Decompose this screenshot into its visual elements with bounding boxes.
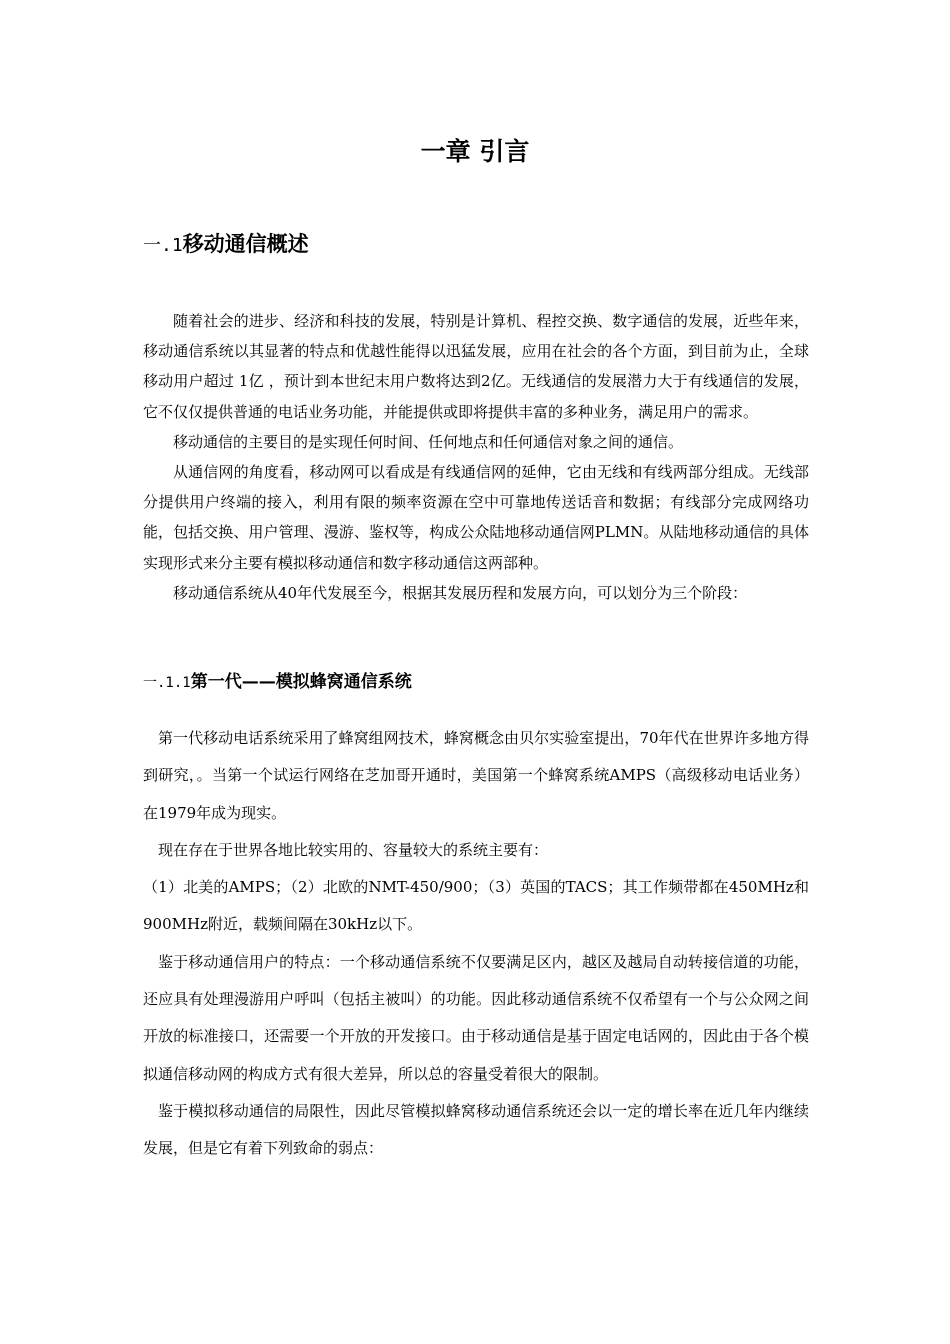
subsection-paragraph-1: 第一代移动电话系统采用了蜂窝组网技术，蜂窝概念由贝尔实验室提出，70年代在世界许多地方得到研究，。当第一个试运行网络在芝加哥开通时，美国第一个蜂窝系统AMPS（高级移动电话业务）在1979年成为现实。 — [143, 729, 809, 822]
section-body — [143, 306, 809, 608]
subsection-paragraph-5: 鉴于模拟移动通信的局限性，因此尽管模拟蜂窝移动通信系统还会以一定的增长率在近几年内继续发展，但是它有着下列致命的弱点： — [143, 1101, 809, 1158]
subsection-paragraph-2: 现在存在于世界各地比较实用的、容量较大的系统主要有： — [158, 840, 549, 859]
subsection-body — [143, 720, 809, 1168]
subsection-heading — [143, 668, 412, 697]
subsection-title: 第一代——模拟蜂窝通信系统 — [190, 672, 412, 692]
subsection-paragraph-3: （1）北美的AMPS；（2）北欧的NMT-450/900；（3）英国的TACS；其工作频带都在450MHz和900MHz附近，载频间隔在30kHz以下。 — [143, 878, 809, 934]
section-heading — [143, 227, 309, 263]
subsection-number: 一.1.1 — [143, 675, 191, 691]
section-paragraph-4: 移动通信系统从40年代发展至今，根据其发展历程和发展方向，可以划分为三个阶段： — [173, 583, 748, 602]
section-paragraph-2: 移动通信的主要目的是实现任何时间、任何地点和任何通信对象之间的通信。 — [173, 432, 684, 451]
section-paragraph-1: 随着社会的进步、经济和科技的发展，特别是计算机、程控交换、数字通信的发展，近些年来，移动通信系统以其显著的特点和优越性能得以迅猛发展，应用在社会的各个方面，到目前为止，全球移动用户超过 1亿 ，预计到本世纪末用户数将达到2亿。无线通信的发展潜力大于有线通信的发展，它不仅仅提供普通的电话业务功能，并能提供或即将提供丰富的多种业务，满足用户的需求。 — [143, 312, 809, 421]
section-paragraph-3: 从通信网的角度看，移动网可以看成是有线通信网的延伸，它由无线和有线两部分组成。无线部分提供用户终端的接入，利用有限的频率资源在空中可靠地传送话音和数据；有线部分完成网络功能，包括交换、用户管理、漫游、鉴权等，构成公众陆地移动通信网PLMN。从陆地移动通信的具体实现形式来分主要有模拟移动通信和数字移动通信这两部种。 — [143, 463, 809, 572]
section-number: 一.1 — [143, 235, 183, 256]
chapter-title: 一章 引言 — [420, 137, 530, 166]
subsection-paragraph-4: 鉴于移动通信用户的特点：一个移动通信系统不仅要满足区内，越区及越局自动转接信道的功能，还应具有处理漫游用户呼叫（包括主被叫）的功能。因此移动通信系统不仅希望有一个与公众网之间开放的标准接口，还需要一个开放的开发接口。由于移动通信是基于固定电话网的，因此由于各个模拟通信移动网的构成方式有很大差异，所以总的容量受着很大的限制。 — [143, 952, 809, 1083]
section-title: 移动通信概述 — [182, 232, 309, 256]
